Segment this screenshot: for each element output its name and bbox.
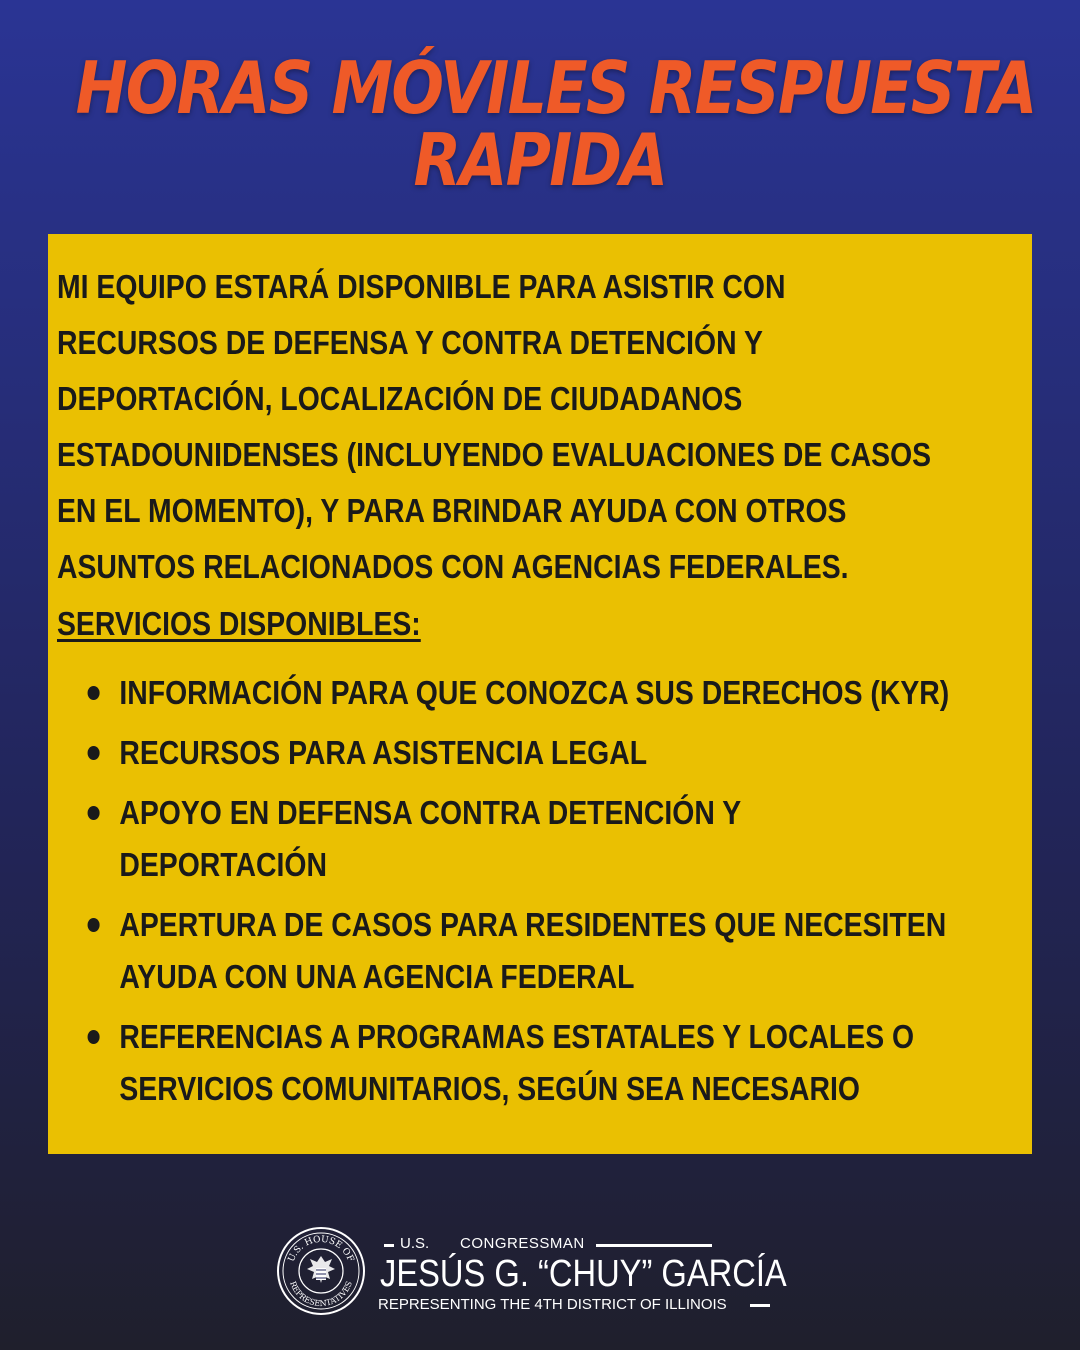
list-item-line: APOYO EN DEFENSA CONTRA DETENCIÓN Y (119, 794, 742, 831)
congressman-label: CONGRESSMAN (460, 1235, 585, 1252)
us-label: U.S. (400, 1235, 430, 1252)
list-item-line: DEPORTACIÓN (119, 846, 327, 883)
divider (596, 1244, 712, 1247)
bullet-icon (88, 686, 100, 700)
congressman-name: JESÚS G. “CHUY” GARCÍA (380, 1253, 787, 1295)
seal-text-top: U.S. HOUSE OF (286, 1234, 356, 1264)
services-list (48, 667, 950, 1123)
svg-text:REPRESENTATIVES (288, 1280, 354, 1308)
intro-line: ESTADOUNIDENSES (INCLUYENDO EVALUACIONES DE CASOS (57, 436, 932, 473)
intro-line: MI EQUIPO ESTARÁ DISPONIBLE PARA ASISTIR CON (57, 268, 786, 305)
intro-line: DEPORTACIÓN, LOCALIZACIÓN DE CIUDADANOS (57, 380, 743, 417)
bullet-icon (88, 918, 100, 932)
divider (384, 1244, 394, 1247)
intro-paragraph (57, 259, 934, 595)
title-line-1: HORAS MÓVILES RESPUESTA (75, 46, 1036, 130)
bullet-icon (88, 746, 100, 760)
list-item-line: SERVICIOS COMUNITARIOS, SEGÚN SEA NECESARIO (119, 1070, 861, 1107)
list-item-line: RECURSOS PARA ASISTENCIA LEGAL (119, 734, 648, 771)
list-item (48, 667, 950, 719)
list-item-line: INFORMACIÓN PARA QUE CONOZCA SUS DERECHOS (KYR) (119, 674, 950, 711)
list-item (48, 787, 942, 891)
list-item-line: AYUDA CON UNA AGENCIA FEDERAL (119, 958, 635, 995)
intro-line: ASUNTOS RELACIONADOS CON AGENCIAS FEDERALES. (57, 548, 849, 585)
house-seal-icon (276, 1226, 366, 1316)
district-label: REPRESENTING THE 4TH DISTRICT OF ILLINOIS (378, 1296, 727, 1313)
title-line-2: RAPIDA (413, 118, 667, 202)
divider (750, 1304, 770, 1307)
services-heading: SERVICIOS DISPONIBLES: (57, 605, 421, 642)
list-item-line: APERTURA DE CASOS PARA RESIDENTES QUE NECESITEN (119, 906, 947, 943)
list-item (48, 1011, 942, 1115)
bullet-icon (88, 806, 100, 820)
bullet-icon (88, 1030, 100, 1044)
congressman-logo (276, 1226, 816, 1318)
seal-text-bottom: REPRESENTATIVES (288, 1279, 354, 1309)
list-item (48, 727, 942, 779)
intro-line: RECURSOS DE DEFENSA Y CONTRA DETENCIÓN Y (57, 324, 763, 361)
info-panel (48, 234, 1032, 1154)
list-item (48, 899, 947, 1003)
list-item-line: REFERENCIAS A PROGRAMAS ESTATALES Y LOCALES O (119, 1018, 915, 1055)
intro-line: EN EL MOMENTO), Y PARA BRINDAR AYUDA CON OTROS (57, 492, 847, 529)
page-title (0, 46, 1080, 202)
